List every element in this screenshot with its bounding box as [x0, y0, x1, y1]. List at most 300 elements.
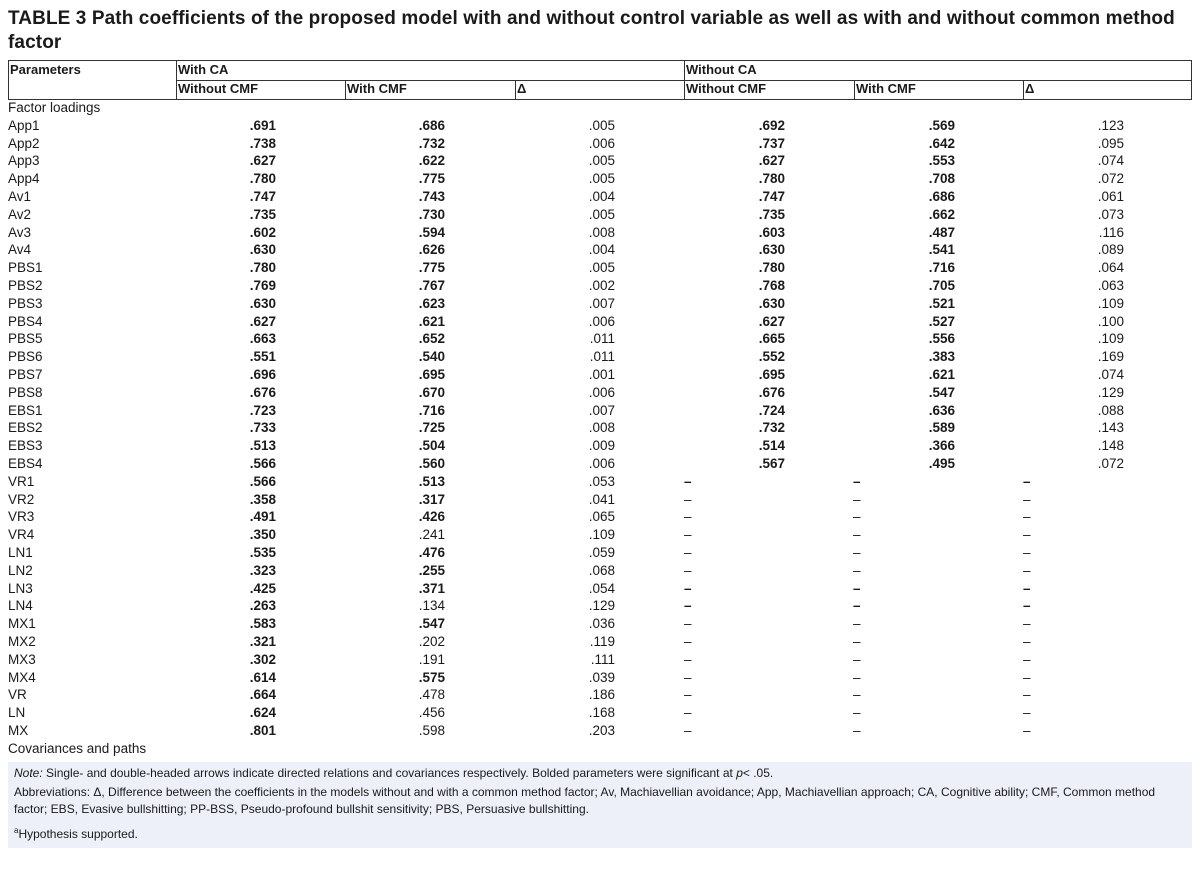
table-cell: .541 — [928, 242, 955, 258]
row-label: MX2 — [8, 633, 36, 649]
table-body — [0, 99, 1200, 757]
table-cell: .603 — [758, 224, 785, 240]
table-row — [0, 686, 1200, 704]
table-cell: – — [853, 598, 861, 614]
table-cell: .780 — [249, 171, 276, 187]
table-title: TABLE 3 Path coefficients of the proposed model with and without control variable as well as with and without common method factor — [8, 8, 1175, 53]
table-cell: .072 — [1097, 455, 1124, 471]
table-cell: .566 — [249, 455, 276, 471]
table-cell: .109 — [588, 527, 615, 543]
row-label: App4 — [8, 171, 40, 187]
table-row — [0, 206, 1200, 224]
table-cell: .317 — [418, 491, 445, 507]
table-cell: .589 — [928, 420, 955, 436]
section-label: Covariances and paths — [8, 740, 147, 756]
table-cell: .350 — [249, 527, 276, 543]
table-row — [0, 615, 1200, 633]
table-cell: .036 — [588, 616, 615, 632]
table-cell: .540 — [418, 349, 445, 365]
table-cell: – — [684, 580, 692, 596]
table-cell: – — [684, 722, 692, 738]
abbreviations-text: Abbreviations: Δ, Difference between the coefficients in the models without and with a common method factor; Av, Machiavellian avoidance; App, Machiavellian approach; CA, Cognitive ability; CMF, Common method factor; EBS, Evasive bullshitting; PP-BSS, Pseudo-profound bullshit sensitivity; PBS, Persuasive bullshitting. — [14, 785, 1156, 816]
table-cell: .769 — [249, 277, 276, 293]
row-label: MX1 — [8, 616, 36, 632]
table-cell: .476 — [418, 544, 445, 560]
table-cell: – — [1023, 633, 1031, 649]
table-cell: – — [684, 491, 692, 507]
table-row — [0, 562, 1200, 580]
table-cell: .008 — [588, 224, 615, 240]
header-col: With CMF — [347, 81, 407, 96]
table-cell: – — [853, 687, 861, 703]
table-cell: .063 — [1097, 277, 1124, 293]
table-cell: – — [1023, 651, 1031, 667]
table-cell: .767 — [418, 277, 445, 293]
table-cell: .007 — [588, 295, 615, 311]
table-cell: – — [1023, 687, 1031, 703]
table-cell: .627 — [249, 153, 276, 169]
table-cell: .527 — [928, 313, 955, 329]
table-row — [0, 135, 1200, 153]
table-cell: .547 — [418, 616, 445, 632]
row-label: VR2 — [8, 491, 35, 507]
table-cell: – — [684, 598, 692, 614]
table-cell: – — [853, 722, 861, 738]
table-cell: .006 — [588, 313, 615, 329]
table-cell: .321 — [249, 633, 276, 649]
table-cell: .630 — [758, 295, 785, 311]
table-cell: .011 — [589, 331, 615, 347]
table-row — [0, 224, 1200, 242]
table-cell: .095 — [1097, 135, 1124, 151]
table-cell: .514 — [758, 438, 785, 454]
table-cell: – — [853, 473, 861, 489]
table-cell: .366 — [928, 438, 955, 454]
row-label: App3 — [8, 153, 40, 169]
table-cell: .064 — [1097, 260, 1124, 276]
table-cell: .705 — [928, 277, 955, 293]
table-row — [0, 152, 1200, 170]
table-cell: .732 — [758, 420, 785, 436]
table-cell: .622 — [418, 153, 445, 169]
table-cell: .670 — [418, 384, 445, 400]
table-cell: – — [853, 562, 861, 578]
table-cell: – — [853, 616, 861, 632]
table-cell: .456 — [418, 705, 445, 721]
table-cell: .552 — [758, 349, 785, 365]
table-row — [0, 722, 1200, 740]
row-label: MX3 — [8, 651, 36, 667]
row-label: EBS2 — [8, 420, 43, 436]
table-row — [0, 651, 1200, 669]
table-cell: – — [1023, 669, 1031, 685]
table-cell: .504 — [418, 438, 445, 454]
table-cell: .068 — [588, 562, 615, 578]
table-cell: .006 — [588, 455, 615, 471]
table-row — [0, 188, 1200, 206]
table-row — [0, 580, 1200, 598]
table-cell: .302 — [249, 651, 276, 667]
row-label: VR1 — [8, 473, 35, 489]
table-header — [8, 60, 1192, 100]
table-cell: .123 — [1097, 117, 1124, 133]
row-label: Av2 — [8, 206, 32, 222]
table-cell: .708 — [928, 171, 955, 187]
table-cell: .263 — [249, 598, 276, 614]
table-cell: .676 — [249, 384, 276, 400]
table-cell: .560 — [418, 455, 445, 471]
table-cell: .780 — [758, 171, 785, 187]
table-row — [0, 384, 1200, 402]
table-cell: .642 — [928, 135, 955, 151]
table-cell: – — [853, 705, 861, 721]
table-cell: .621 — [418, 313, 445, 329]
table-cell: .636 — [928, 402, 955, 418]
table-cell: .664 — [249, 687, 276, 703]
table-cell: .780 — [758, 260, 785, 276]
table-cell: .623 — [418, 295, 445, 311]
table-cell: .735 — [758, 206, 785, 222]
table-cell: .072 — [1097, 171, 1124, 187]
table-cell: .383 — [928, 349, 955, 365]
table-cell: .008 — [588, 420, 615, 436]
table-cell: – — [1023, 509, 1031, 525]
table-cell: .513 — [418, 473, 445, 489]
table-cell: .061 — [1097, 188, 1124, 204]
table-cell: .716 — [418, 402, 445, 418]
table-cell: .111 — [590, 651, 615, 667]
table-row — [0, 508, 1200, 526]
table-cell: .129 — [588, 598, 615, 614]
row-label: EBS3 — [8, 438, 43, 454]
table-row — [0, 544, 1200, 562]
table-cell: .535 — [249, 544, 276, 560]
table-cell: .358 — [249, 491, 276, 507]
table-cell: .119 — [589, 633, 615, 649]
table-cell: – — [1023, 562, 1031, 578]
table-cell: .732 — [418, 135, 445, 151]
table-cell: .551 — [249, 349, 276, 365]
table-cell: – — [1023, 527, 1031, 543]
table-cell: – — [1023, 722, 1031, 738]
table-cell: .425 — [249, 580, 276, 596]
table-row — [0, 295, 1200, 313]
row-label: PBS7 — [8, 366, 43, 382]
table-cell: .663 — [249, 331, 276, 347]
table-cell: .627 — [758, 313, 785, 329]
row-label: PBS2 — [8, 277, 43, 293]
table-cell: .747 — [249, 188, 276, 204]
table-cell: – — [1023, 616, 1031, 632]
table-row — [0, 437, 1200, 455]
table-cell: .775 — [418, 171, 445, 187]
table-cell: – — [1023, 705, 1031, 721]
header-with-ca: With CA — [178, 62, 229, 77]
table-cell: .203 — [588, 722, 615, 738]
table-cell: .202 — [418, 633, 445, 649]
table-cell: .730 — [418, 206, 445, 222]
table-cell: .255 — [418, 562, 445, 578]
table-cell: .662 — [928, 206, 955, 222]
note-text — [8, 765, 779, 782]
header-without-ca: Without CA — [686, 62, 757, 77]
table-cell: – — [853, 509, 861, 525]
table-cell: .725 — [418, 420, 445, 436]
table-cell: .724 — [758, 402, 785, 418]
table-cell: .627 — [249, 313, 276, 329]
table-cell: .696 — [249, 366, 276, 382]
table-row — [0, 348, 1200, 366]
note-p: p — [736, 766, 743, 780]
table-cell: .006 — [588, 135, 615, 151]
table-cell: .143 — [1097, 420, 1124, 436]
table-cell: .073 — [1097, 206, 1124, 222]
table-cell: .006 — [588, 384, 615, 400]
table-cell: – — [684, 705, 692, 721]
table-row — [0, 277, 1200, 295]
footnote-body: Hypothesis supported. — [18, 827, 138, 841]
row-label: PBS3 — [8, 295, 43, 311]
table-cell: .059 — [588, 544, 615, 560]
table-cell: .735 — [249, 206, 276, 222]
row-label: VR3 — [8, 509, 35, 525]
row-label: LN4 — [8, 598, 33, 614]
table-row — [0, 241, 1200, 259]
table-cell: – — [853, 580, 861, 596]
header-col: Without CMF — [686, 81, 767, 96]
table-cell: .002 — [588, 277, 615, 293]
table-cell: .134 — [418, 598, 445, 614]
table-cell: .323 — [249, 562, 276, 578]
table-cell: .116 — [1098, 224, 1124, 240]
table-cell: – — [1023, 473, 1031, 489]
table-cell: .691 — [249, 117, 276, 133]
table-cell: .692 — [758, 117, 785, 133]
table-cell: .005 — [588, 260, 615, 276]
table-cell: – — [853, 633, 861, 649]
table-cell: .566 — [249, 473, 276, 489]
row-label: EBS4 — [8, 455, 43, 471]
table-row — [0, 419, 1200, 437]
note-end: < .05. — [742, 766, 774, 780]
table-cell: – — [684, 562, 692, 578]
table-cell: .695 — [418, 366, 445, 382]
table-row — [0, 313, 1200, 331]
table-cell: – — [853, 544, 861, 560]
table-cell: .169 — [1097, 349, 1124, 365]
table-cell: .553 — [928, 153, 955, 169]
table-cell: – — [684, 527, 692, 543]
section-row — [0, 99, 1200, 117]
table-cell: – — [684, 509, 692, 525]
table-cell: – — [853, 651, 861, 667]
table-row — [0, 366, 1200, 384]
row-label: LN — [8, 705, 26, 721]
table-cell: – — [853, 527, 861, 543]
table-row — [0, 170, 1200, 188]
table-cell: .039 — [588, 669, 615, 685]
table-cell: .556 — [928, 331, 955, 347]
table-cell: .074 — [1097, 366, 1124, 382]
table-cell: – — [684, 616, 692, 632]
row-label: App1 — [8, 117, 40, 133]
table-cell: .191 — [418, 651, 445, 667]
table-cell: .109 — [1097, 295, 1124, 311]
table-cell: .053 — [588, 473, 615, 489]
table-cell: .011 — [589, 349, 615, 365]
table-cell: .241 — [418, 527, 445, 543]
table-cell: .695 — [758, 366, 785, 382]
table-cell: .005 — [588, 171, 615, 187]
table-cell: .665 — [758, 331, 785, 347]
note-label: Note: — [14, 766, 43, 780]
table-row — [0, 526, 1200, 544]
header-col: Δ — [517, 81, 527, 96]
table-cell: .004 — [588, 188, 615, 204]
table-cell: .723 — [249, 402, 276, 418]
table-cell: .065 — [588, 509, 615, 525]
row-label: PBS6 — [8, 349, 43, 365]
table-cell: .602 — [249, 224, 276, 240]
header-col: Δ — [1025, 81, 1035, 96]
table-cell: .426 — [418, 509, 445, 525]
table-cell: – — [684, 687, 692, 703]
table-cell: .775 — [418, 260, 445, 276]
table-cell: .521 — [928, 295, 955, 311]
table-cell: .738 — [249, 135, 276, 151]
table-cell: .005 — [588, 153, 615, 169]
table-cell: .627 — [758, 153, 785, 169]
table-cell: .041 — [588, 491, 615, 507]
table-notes — [8, 762, 1192, 848]
row-label: PBS1 — [8, 260, 43, 276]
table-cell: .371 — [418, 580, 445, 596]
table-cell: .621 — [928, 366, 955, 382]
table-cell: .747 — [758, 188, 785, 204]
table-cell: .567 — [758, 455, 785, 471]
table-cell: – — [1023, 580, 1031, 596]
table-cell: .624 — [249, 705, 276, 721]
table-row — [0, 597, 1200, 615]
table-cell: .652 — [418, 331, 445, 347]
table-cell: .186 — [588, 687, 615, 703]
table-cell: .686 — [928, 188, 955, 204]
table-cell: .569 — [928, 117, 955, 133]
table-cell: .594 — [418, 224, 445, 240]
row-label: LN2 — [8, 562, 33, 578]
table-cell: .737 — [758, 135, 785, 151]
row-label: VR4 — [8, 527, 35, 543]
header-parameters: Parameters — [10, 62, 81, 77]
table-cell: .513 — [249, 438, 276, 454]
row-label: EBS1 — [8, 402, 43, 418]
row-label: LN3 — [8, 580, 33, 596]
table-cell: – — [853, 491, 861, 507]
table-cell: .005 — [588, 117, 615, 133]
table-cell: – — [684, 544, 692, 560]
header-col: Without CMF — [178, 81, 259, 96]
table-cell: – — [684, 669, 692, 685]
table-cell: .007 — [588, 402, 615, 418]
table-cell: .630 — [249, 295, 276, 311]
table-cell: – — [684, 473, 692, 489]
table-cell: .614 — [249, 669, 276, 685]
row-label: Av3 — [8, 224, 32, 240]
table-cell: .088 — [1097, 402, 1124, 418]
table-cell: .129 — [1097, 384, 1124, 400]
table-cell: – — [1023, 544, 1031, 560]
table-row — [0, 330, 1200, 348]
table-cell: .743 — [418, 188, 445, 204]
table-row — [0, 633, 1200, 651]
table-cell: .676 — [758, 384, 785, 400]
table-row — [0, 704, 1200, 722]
table-row — [0, 491, 1200, 509]
row-label: Av4 — [8, 242, 32, 258]
table-cell: .005 — [588, 206, 615, 222]
table-row — [0, 117, 1200, 135]
table-cell: .686 — [418, 117, 445, 133]
table-cell: .547 — [928, 384, 955, 400]
table-row — [0, 669, 1200, 687]
table-cell: – — [1023, 491, 1031, 507]
table-cell: – — [684, 651, 692, 667]
table-cell: – — [684, 633, 692, 649]
table-cell: .626 — [418, 242, 445, 258]
table-cell: .089 — [1097, 242, 1124, 258]
row-label: App2 — [8, 135, 40, 151]
table-cell: .487 — [928, 224, 955, 240]
table-cell: .780 — [249, 260, 276, 276]
table-cell: .768 — [758, 277, 785, 293]
row-label: PBS4 — [8, 313, 43, 329]
table-cell: .478 — [418, 687, 445, 703]
footnote-text — [8, 826, 144, 843]
table-row — [0, 259, 1200, 277]
table-cell: .148 — [1097, 438, 1124, 454]
row-label: MX — [8, 722, 29, 738]
row-label: PBS5 — [8, 331, 43, 347]
table-cell: .583 — [249, 616, 276, 632]
footnote-mark: a — [14, 826, 19, 835]
table-cell: .495 — [928, 455, 955, 471]
table-cell: .009 — [588, 438, 615, 454]
row-label: Av1 — [8, 188, 32, 204]
header-col: With CMF — [856, 81, 916, 96]
table-cell: .074 — [1097, 153, 1124, 169]
table-cell: .001 — [588, 366, 615, 382]
table-cell: .733 — [249, 420, 276, 436]
table-cell: .109 — [1097, 331, 1124, 347]
table-row — [0, 455, 1200, 473]
section-row — [0, 740, 1200, 758]
table-cell: .004 — [588, 242, 615, 258]
table-cell: – — [1023, 598, 1031, 614]
table-row — [0, 473, 1200, 491]
table-cell: .598 — [418, 722, 445, 738]
table-cell: – — [853, 669, 861, 685]
table-cell: .168 — [588, 705, 615, 721]
row-label: VR — [8, 687, 27, 703]
table-cell: .630 — [249, 242, 276, 258]
table-cell: .575 — [418, 669, 445, 685]
row-label: LN1 — [8, 544, 33, 560]
note-body: Single- and double-headed arrows indicate directed relations and covariances respectively. Bolded parameters were significant at — [42, 766, 737, 780]
table-cell: .100 — [1097, 313, 1124, 329]
table-cell: .716 — [928, 260, 955, 276]
table-row — [0, 402, 1200, 420]
row-label: MX4 — [8, 669, 36, 685]
